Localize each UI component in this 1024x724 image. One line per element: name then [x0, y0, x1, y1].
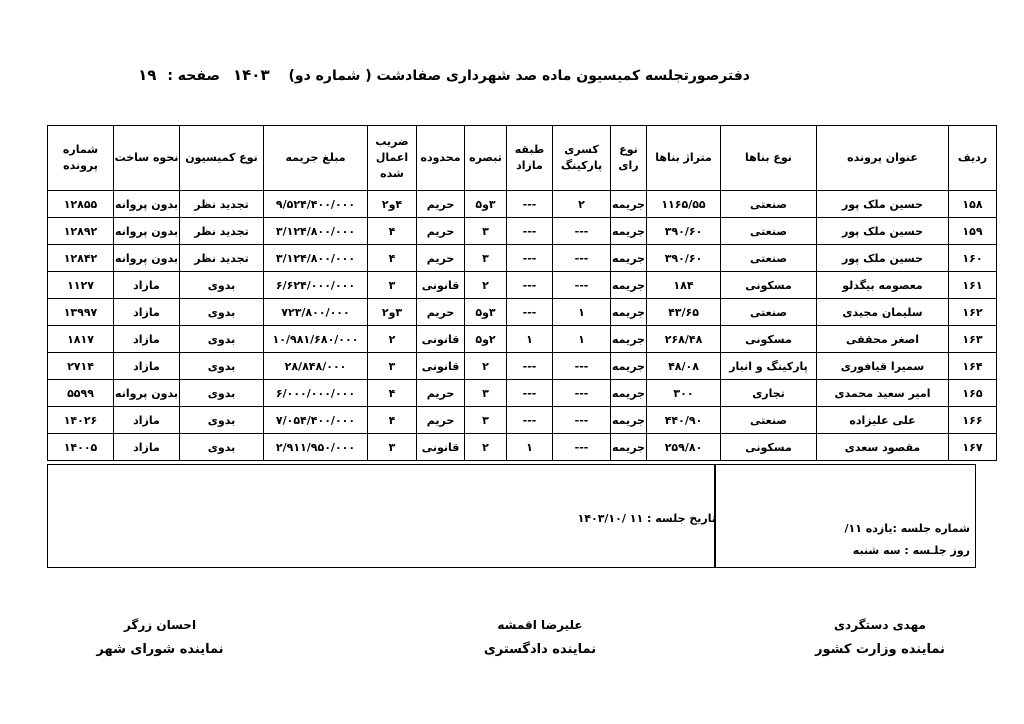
table-cell: ۱۴۰۰۵	[48, 434, 114, 461]
session-date: تاریخ جلسه : ۱۱ /۱۴۰۳/۱۰	[577, 512, 716, 525]
title-year: ۱۴۰۳	[233, 66, 270, 84]
table-cell: ---	[553, 434, 611, 461]
table-cell: ---	[507, 380, 553, 407]
table-cell: جریمه	[611, 434, 647, 461]
table-cell: ۳	[465, 380, 507, 407]
table-cell: تجدید نظر	[180, 218, 264, 245]
table-cell: حسین ملک پور	[817, 191, 949, 218]
table-cell: ۱۶۲	[949, 299, 997, 326]
table-cell: جریمه	[611, 353, 647, 380]
table-cell: ۱۱۲۷	[48, 272, 114, 299]
verdicts-table	[47, 125, 997, 461]
table-cell: صنعتی	[721, 407, 817, 434]
table-cell: جریمه	[611, 191, 647, 218]
table-cell: مازاد	[114, 353, 180, 380]
table-cell: ۴	[368, 218, 417, 245]
table-cell: صنعتی	[721, 218, 817, 245]
table-cell: حریم	[417, 299, 465, 326]
table-cell: جریمه	[611, 245, 647, 272]
table-cell: بدوی	[180, 380, 264, 407]
column-header: طبقه مازاد	[507, 126, 553, 191]
column-header: کسری پارکینگ	[553, 126, 611, 191]
table-cell: قانونی	[417, 272, 465, 299]
table-cell: صنعتی	[721, 245, 817, 272]
table-cell: بدون پروانه	[114, 380, 180, 407]
table-cell: مازاد	[114, 272, 180, 299]
table-cell: ---	[553, 272, 611, 299]
column-header: تبصره	[465, 126, 507, 191]
table-cell: ۱۵۹	[949, 218, 997, 245]
table-cell: مسکونی	[721, 326, 817, 353]
table-cell: ۲۵۹/۸۰	[647, 434, 721, 461]
table-cell: بدوی	[180, 353, 264, 380]
column-header: مبلغ جریمه	[264, 126, 368, 191]
session-number: شماره جلسه :یازده ۱۱/	[844, 522, 970, 535]
table-cell: ۱۰/۹۸۱/۶۸۰/۰۰۰	[264, 326, 368, 353]
table-cell: ۳۰۰	[647, 380, 721, 407]
page-number	[110, 66, 220, 84]
table-cell: مسکونی	[721, 434, 817, 461]
table-cell: مسکونی	[721, 272, 817, 299]
table-cell: مازاد	[114, 407, 180, 434]
table-cell: حریم	[417, 407, 465, 434]
column-header: نوع کمیسیون	[180, 126, 264, 191]
table-cell: ۳۹۰/۶۰	[647, 218, 721, 245]
table-cell: ۳۹۰/۶۰	[647, 245, 721, 272]
table-cell: ۹/۵۲۴/۴۰۰/۰۰۰	[264, 191, 368, 218]
column-header: نحوه ساخت	[114, 126, 180, 191]
table-cell: امیر سعید محمدی	[817, 380, 949, 407]
table-cell: حسین ملک پور	[817, 218, 949, 245]
table-cell: ۳	[465, 407, 507, 434]
table-cell: ---	[507, 245, 553, 272]
table-cell: ۱	[553, 326, 611, 353]
table-cell: ۲	[465, 434, 507, 461]
table-cell: ۱۸۱۷	[48, 326, 114, 353]
table-cell: ۱۶۵	[949, 380, 997, 407]
table-cell: ---	[553, 353, 611, 380]
table-cell: قانونی	[417, 326, 465, 353]
table-header-row	[48, 126, 997, 191]
table-cell: ۱	[553, 299, 611, 326]
table-cell: حسین ملک پور	[817, 245, 949, 272]
table-cell: مازاد	[114, 434, 180, 461]
document-title	[233, 66, 750, 84]
table-cell: ۴	[368, 245, 417, 272]
table-cell: ۱۲۸۴۲	[48, 245, 114, 272]
table-cell: ۱۱۶۵/۵۵	[647, 191, 721, 218]
table-cell: جریمه	[611, 272, 647, 299]
table-cell: ۲و۵	[465, 326, 507, 353]
table-cell: ۳و۵	[465, 191, 507, 218]
table-cell: ۱۴۰۲۶	[48, 407, 114, 434]
table-cell: ۶/۰۰۰/۰۰۰/۰۰۰	[264, 380, 368, 407]
table-cell: ۲۶۸/۴۸	[647, 326, 721, 353]
table-row	[48, 272, 997, 299]
title-text: دفترصورتجلسه کمیسیون ماده صد شهرداری صفادشت ( شماره دو)	[288, 68, 750, 84]
table-cell: صنعتی	[721, 299, 817, 326]
table-cell: ۱۲۸۹۲	[48, 218, 114, 245]
table-cell: ---	[553, 380, 611, 407]
table-cell: ---	[507, 407, 553, 434]
table-cell: ۳	[368, 434, 417, 461]
table-cell: سمیرا قیافوری	[817, 353, 949, 380]
signature-name: علیرضا اقمشه	[497, 618, 583, 632]
table-cell: ۱۶۶	[949, 407, 997, 434]
table-cell: مقصود سعدی	[817, 434, 949, 461]
table-cell: ۶/۶۲۴/۰۰۰/۰۰۰	[264, 272, 368, 299]
column-header: ضریب اعمال شده	[368, 126, 417, 191]
table-cell: ۲	[465, 353, 507, 380]
table-cell: حریم	[417, 380, 465, 407]
signature-role: نماینده دادگستری	[483, 642, 597, 657]
table-cell: بدوی	[180, 407, 264, 434]
table-cell: ۱۸۴	[647, 272, 721, 299]
table-cell: ۷۲۳/۸۰۰/۰۰۰	[264, 299, 368, 326]
table-cell: قانونی	[417, 353, 465, 380]
table-row	[48, 326, 997, 353]
table-cell: مازاد	[114, 326, 180, 353]
column-header: نوع بناها	[721, 126, 817, 191]
table-cell: ۱	[507, 434, 553, 461]
column-header: متراژ بناها	[647, 126, 721, 191]
column-header: شماره پرونده	[48, 126, 114, 191]
table-cell: اصغر محققی	[817, 326, 949, 353]
table-cell: قانونی	[417, 434, 465, 461]
table-cell: ۳	[465, 245, 507, 272]
table-cell: ۳	[465, 218, 507, 245]
table-cell: جریمه	[611, 407, 647, 434]
table-cell: ۲۸/۸۴۸/۰۰۰	[264, 353, 368, 380]
table-row	[48, 434, 997, 461]
table-body	[48, 191, 997, 461]
table-cell: ۱	[507, 326, 553, 353]
table-cell: ۳	[368, 353, 417, 380]
table-cell: ---	[507, 191, 553, 218]
table-cell: حریم	[417, 218, 465, 245]
table-cell: ۲۷۱۴	[48, 353, 114, 380]
table-cell: حریم	[417, 191, 465, 218]
table-cell: ۲	[553, 191, 611, 218]
signature-interior	[800, 618, 960, 657]
column-header: ردیف	[949, 126, 997, 191]
table-cell: ۱۵۸	[949, 191, 997, 218]
table-cell: بدوی	[180, 272, 264, 299]
table-cell: تجاری	[721, 380, 817, 407]
table-cell: جریمه	[611, 380, 647, 407]
table-cell: ۱۳۹۹۷	[48, 299, 114, 326]
table-cell: ---	[507, 299, 553, 326]
table-cell: ۳و۵	[465, 299, 507, 326]
table-cell: ۲	[368, 326, 417, 353]
table-cell: ۱۲۸۵۵	[48, 191, 114, 218]
table-cell: پارکینگ و انبار	[721, 353, 817, 380]
table-cell: بدون پروانه	[114, 245, 180, 272]
table-cell: مازاد	[114, 299, 180, 326]
page-number-value: ۱۹	[138, 66, 157, 84]
table-cell: جریمه	[611, 218, 647, 245]
table-cell: علی علیزاده	[817, 407, 949, 434]
table-cell: ۱۶۷	[949, 434, 997, 461]
table-cell: ۲/۹۱۱/۹۵۰/۰۰۰	[264, 434, 368, 461]
table-cell: بدوی	[180, 299, 264, 326]
table-row	[48, 353, 997, 380]
table-cell: ۱۶۴	[949, 353, 997, 380]
table-cell: ۴و۲	[368, 191, 417, 218]
table-cell: ۵۵۹۹	[48, 380, 114, 407]
table-cell: ---	[553, 245, 611, 272]
signature-city-council	[80, 618, 240, 657]
table-cell: تجدید نظر	[180, 191, 264, 218]
table-row	[48, 299, 997, 326]
signature-judiciary	[460, 618, 620, 657]
table-cell: ۴	[368, 407, 417, 434]
table-cell: ۴۸/۰۸	[647, 353, 721, 380]
table-cell: بدون پروانه	[114, 218, 180, 245]
table-cell: جریمه	[611, 326, 647, 353]
table-row	[48, 218, 997, 245]
table-cell: بدوی	[180, 434, 264, 461]
table-row	[48, 191, 997, 218]
table-cell: حریم	[417, 245, 465, 272]
table-cell: ۱۶۳	[949, 326, 997, 353]
table-cell: ۳	[368, 272, 417, 299]
signature-role: نماینده شورای شهر	[96, 642, 224, 657]
table-cell: صنعتی	[721, 191, 817, 218]
page-label: صفحه :	[167, 68, 220, 84]
column-header: نوع رای	[611, 126, 647, 191]
table-cell: معصومه بیگدلو	[817, 272, 949, 299]
table-cell: ۳و۲	[368, 299, 417, 326]
table-cell: ۲	[465, 272, 507, 299]
table-row	[48, 407, 997, 434]
table-cell: بدوی	[180, 326, 264, 353]
table-cell: ---	[553, 218, 611, 245]
table-cell: ---	[507, 218, 553, 245]
signature-role: نماینده وزارت کشور	[815, 642, 945, 657]
table-row	[48, 245, 997, 272]
table-cell: ---	[507, 353, 553, 380]
signature-name: مهدی دستگردی	[834, 618, 926, 632]
table-cell: ---	[553, 407, 611, 434]
table-row	[48, 380, 997, 407]
table-cell: ۱۶۰	[949, 245, 997, 272]
table-cell: ۳/۱۲۴/۸۰۰/۰۰۰	[264, 218, 368, 245]
table-cell: بدون پروانه	[114, 191, 180, 218]
table-cell: ---	[507, 272, 553, 299]
table-cell: ۳/۱۲۴/۸۰۰/۰۰۰	[264, 245, 368, 272]
table-cell: ۴۳/۶۵	[647, 299, 721, 326]
table-cell: ۷/۰۵۴/۴۰۰/۰۰۰	[264, 407, 368, 434]
table-cell: سلیمان مجیدی	[817, 299, 949, 326]
signature-name: احسان زرگر	[123, 618, 197, 632]
table-cell: ۴	[368, 380, 417, 407]
table-cell: ۱۶۱	[949, 272, 997, 299]
table-cell: ۴۴۰/۹۰	[647, 407, 721, 434]
column-header: عنوان پرونده	[817, 126, 949, 191]
table-cell: جریمه	[611, 299, 647, 326]
session-day: روز جلـسه : سه شنبه	[852, 544, 970, 557]
table-cell: تجدید نظر	[180, 245, 264, 272]
column-header: محدوده	[417, 126, 465, 191]
